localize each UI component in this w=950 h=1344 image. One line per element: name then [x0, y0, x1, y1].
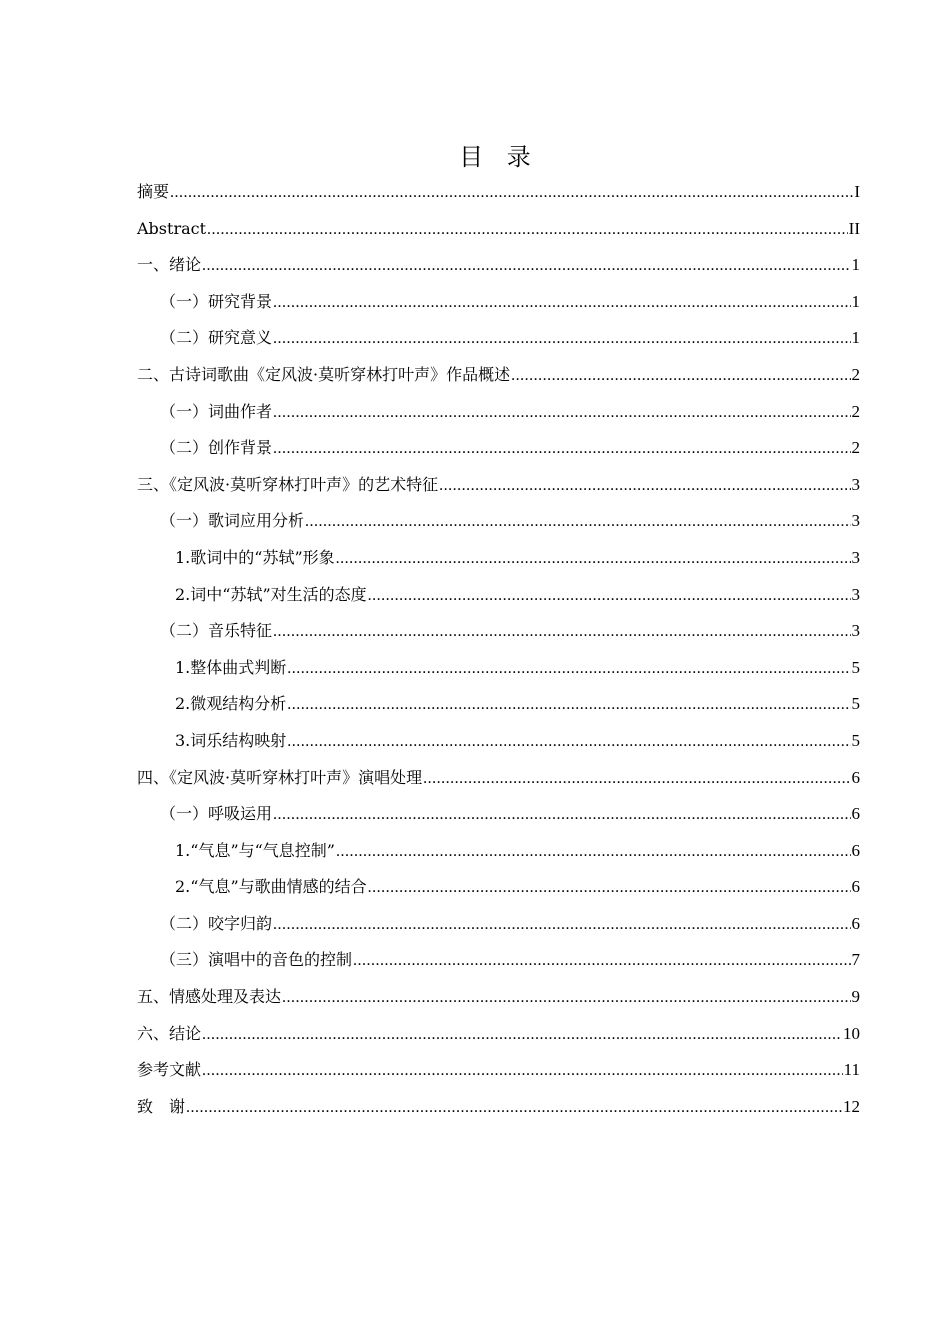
- dot-leader: [423, 765, 850, 793]
- toc-entry-page-number: 1: [851, 291, 860, 311]
- dot-leader: [336, 545, 851, 573]
- toc-entry[interactable]: [137, 361, 860, 398]
- toc-entry-page-number: 6: [851, 913, 860, 933]
- toc-entry-label: （二）创作背景: [160, 438, 273, 458]
- toc-entry-page-number: 2: [851, 401, 860, 421]
- toc-entry-label: 摘要: [137, 182, 170, 201]
- toc-entry-label: 3.词乐结构映射: [175, 730, 287, 750]
- toc-entry-page-number: I: [854, 182, 860, 201]
- toc-entry-label: 参考文献: [137, 1060, 202, 1080]
- toc-entry[interactable]: [137, 764, 860, 801]
- toc-entry-label: 致 谢: [137, 1096, 186, 1116]
- toc-entry-label: 二、古诗词歌曲《定风波·莫听穿林打叶声》作品概述: [137, 364, 511, 384]
- dot-leader: [336, 838, 851, 866]
- toc-entry[interactable]: [137, 800, 860, 837]
- dot-leader: [170, 179, 853, 207]
- toc-entry-label: 三、《定风波·莫听穿林打叶声》的艺术特征: [137, 474, 439, 494]
- toc-entry-label: （一）歌词应用分析: [160, 511, 305, 531]
- toc-list: [137, 178, 860, 1129]
- dot-leader: [439, 472, 850, 500]
- toc-entry[interactable]: [137, 398, 860, 435]
- toc-entry[interactable]: [137, 983, 860, 1020]
- toc-entry-label: （二）研究意义: [160, 328, 273, 348]
- toc-entry-page-number: II: [848, 218, 860, 238]
- toc-entry-label: （二）音乐特征: [160, 621, 273, 641]
- dot-leader: [287, 728, 850, 756]
- toc-entry-page-number: 6: [851, 877, 860, 897]
- toc-entry[interactable]: [137, 544, 860, 581]
- toc-entry[interactable]: [137, 837, 860, 874]
- toc-entry[interactable]: [137, 434, 860, 471]
- dot-leader: [353, 947, 850, 975]
- dot-leader: [305, 508, 850, 536]
- toc-entry[interactable]: [137, 1056, 860, 1093]
- dot-leader: [273, 289, 850, 317]
- toc-entry[interactable]: [137, 690, 860, 727]
- toc-entry-page-number: 3: [851, 511, 860, 531]
- toc-entry-label: 2.“气息”与歌曲情感的结合: [175, 877, 367, 897]
- toc-entry-label: 四、《定风波·莫听穿林打叶声》演唱处理: [137, 767, 423, 787]
- toc-entry-label: 六、结论: [137, 1023, 202, 1043]
- toc-entry-page-number: 3: [851, 474, 860, 494]
- toc-entry-page-number: 6: [851, 840, 860, 860]
- toc-entry-page-number: 1: [851, 328, 860, 348]
- toc-entry-page-number: 2: [851, 364, 860, 384]
- toc-entry[interactable]: [137, 288, 860, 325]
- dot-leader: [287, 655, 850, 683]
- toc-entry-label: 2.微观结构分析: [175, 694, 287, 714]
- toc-entry[interactable]: [137, 324, 860, 361]
- dot-leader: [282, 984, 850, 1012]
- toc-entry-page-number: 12: [843, 1096, 860, 1116]
- toc-entry-label: 一、绪论: [137, 255, 202, 275]
- page-title: 目 录: [459, 143, 539, 172]
- toc-entry-page-number: 5: [851, 694, 860, 714]
- toc-entry-label: （二）咬字归韵: [160, 913, 273, 933]
- toc-entry-page-number: 5: [851, 657, 860, 677]
- dot-leader: [287, 691, 850, 719]
- toc-entry-label: （一）词曲作者: [160, 401, 273, 421]
- toc-entry-page-number: 11: [843, 1060, 860, 1080]
- toc-entry[interactable]: [137, 581, 860, 618]
- toc-entry-label: 1.“气息”与“气息控制”: [175, 840, 335, 860]
- toc-entry[interactable]: [137, 654, 860, 691]
- dot-leader: [202, 1021, 842, 1049]
- toc-entry-page-number: 2: [851, 438, 860, 458]
- dot-leader: [368, 582, 851, 610]
- toc-entry-page-number: 3: [851, 584, 860, 604]
- toc-entry-page-number: 1: [851, 255, 860, 275]
- toc-entry[interactable]: [137, 910, 860, 947]
- dot-leader: [207, 216, 848, 244]
- dot-leader: [273, 911, 850, 939]
- dot-leader: [273, 399, 850, 427]
- toc-entry[interactable]: [137, 471, 860, 508]
- toc-entry[interactable]: [137, 617, 860, 654]
- toc-entry[interactable]: [137, 178, 860, 215]
- dot-leader: [273, 801, 850, 829]
- dot-leader: [186, 1094, 842, 1122]
- toc-entry-label: （一）呼吸运用: [160, 804, 273, 824]
- toc-entry-page-number: 9: [851, 987, 860, 1007]
- dot-leader: [273, 435, 850, 463]
- dot-leader: [511, 362, 850, 390]
- dot-leader: [202, 1057, 843, 1085]
- toc-entry[interactable]: [137, 727, 860, 764]
- toc-entry-label: Abstract: [137, 218, 207, 238]
- dot-leader: [273, 325, 850, 353]
- toc-entry-label: 2.词中“苏轼”对生活的态度: [175, 584, 367, 604]
- toc-entry-label: 1.整体曲式判断: [175, 657, 287, 677]
- toc-entry[interactable]: [137, 1020, 860, 1057]
- toc-entry-page-number: 10: [843, 1023, 860, 1043]
- dot-leader: [202, 252, 850, 280]
- toc-entry-page-number: 6: [851, 767, 860, 787]
- dot-leader: [273, 618, 850, 646]
- toc-entry[interactable]: [137, 946, 860, 983]
- toc-entry-page-number: 6: [851, 804, 860, 824]
- toc-entry[interactable]: [137, 507, 860, 544]
- dot-leader: [368, 874, 851, 902]
- toc-entry-page-number: 3: [851, 621, 860, 641]
- toc-entry-page-number: 5: [851, 730, 860, 750]
- toc-entry-label: （三）演唱中的音色的控制: [160, 950, 353, 970]
- toc-entry-page-number: 7: [851, 950, 860, 970]
- toc-entry[interactable]: [137, 215, 860, 252]
- toc-entry-label: （一）研究背景: [160, 291, 273, 311]
- toc-entry[interactable]: [137, 1093, 860, 1130]
- toc-entry-label: 1.歌词中的“苏轼”形象: [175, 547, 335, 567]
- toc-entry[interactable]: [137, 873, 860, 910]
- toc-entry[interactable]: [137, 251, 860, 288]
- toc-entry-label: 五、情感处理及表达: [137, 987, 282, 1007]
- toc-entry-page-number: 3: [851, 547, 860, 567]
